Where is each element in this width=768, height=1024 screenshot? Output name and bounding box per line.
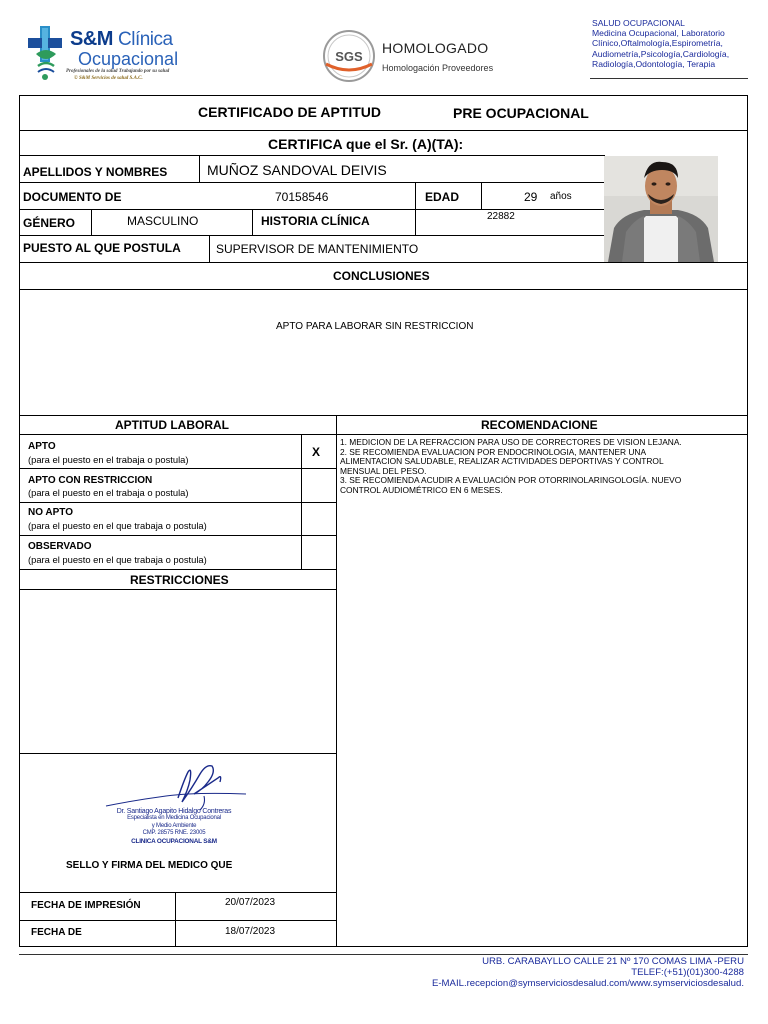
row-divider — [19, 468, 336, 469]
stamp-doctor-name: Dr. Santiago Agapito Hidalgo Contreras — [116, 808, 232, 815]
homologacion-subtitle: Homologación Proveedores — [382, 63, 494, 73]
recommendation-line: MENSUAL DEL PESO. — [340, 465, 427, 476]
sgs-homologado-logo — [322, 26, 502, 86]
header-divider — [590, 78, 748, 79]
col-divider — [209, 235, 210, 262]
recommendation-line: CONTROL AUDIOMÉTRICO EN 6 MESES. — [340, 484, 503, 495]
row-divider — [19, 569, 336, 570]
medical-cross-icon — [26, 24, 66, 82]
recommendations-label: RECOMENDACIONE — [481, 418, 598, 432]
stamp-specialty-2: y Medio Ambiente — [151, 822, 197, 829]
recommendation-line: 3. SE RECOMIENDA ACUDIR A EVALUACIÓN POR OTORRINOLARINGOLOGÍA. NUEVO — [340, 475, 682, 486]
option-title: OBSERVADO — [28, 541, 92, 552]
col-divider — [301, 434, 302, 569]
row-divider — [19, 892, 336, 893]
age-unit: años — [550, 191, 572, 202]
option-subtitle: (para el puesto en el que trabaja o postula) — [28, 554, 207, 565]
option-title: APTO CON RESTRICCION — [28, 475, 153, 486]
gender-label: GÉNERO — [23, 216, 76, 230]
svg-text:SGS: SGS — [335, 49, 363, 64]
print-date-label: FECHA DE IMPRESIÓN — [31, 900, 141, 911]
stamp-specialty: Especialista en Medicina Ocupacional — [127, 815, 221, 822]
gender-value: MASCULINO — [127, 214, 199, 228]
stamp-clinic: CLINICA OCUPACIONAL S&M — [131, 837, 217, 845]
position-value: SUPERVISOR DE MANTENIMIENTO — [216, 242, 419, 256]
age-label: EDAD — [425, 190, 460, 204]
doctor-signature-stamp — [96, 760, 266, 855]
restrictions-label: RESTRICCIONES — [130, 573, 229, 587]
aptitud-label: APTITUD LABORAL — [115, 418, 229, 432]
recommendation-line: 2. SE RECOMIENDA EVALUACION POR ENDOCRINOLOGIA, MANTENER UNA — [340, 446, 647, 457]
conclusions-text: APTO PARA LABORAR SIN RESTRICCION — [276, 321, 474, 332]
col-divider — [175, 892, 176, 947]
sm-clinica-logo — [26, 22, 196, 84]
row-divider — [19, 155, 604, 156]
row-divider — [19, 502, 336, 503]
row-divider — [19, 589, 336, 590]
footer-divider — [19, 954, 748, 955]
footer-phone: TELEF:(+51)(01)300-4288 — [631, 967, 744, 979]
row-divider — [19, 920, 336, 921]
option-subtitle: (para el puesto en el trabaja o postula) — [28, 487, 189, 498]
document-value: 70158546 — [275, 190, 329, 204]
services-line: Audiometría,Psicología,Cardiología, — [592, 48, 730, 59]
logo-company: © S&M Servicios de salud S.A.C. — [74, 76, 143, 81]
history-label: HISTORIA CLÍNICA — [261, 214, 370, 228]
col-divider — [481, 182, 482, 209]
footer-email-link[interactable]: E-MAIL.recepcion@symserviciosdesalud.com/www.symserviciosdesalud. — [431, 978, 744, 990]
col-divider — [415, 182, 416, 235]
option-subtitle: (para el puesto en el que trabaja o postula) — [28, 520, 207, 531]
row-divider — [19, 182, 604, 183]
patient-photo — [604, 156, 718, 262]
row-divider — [19, 535, 336, 536]
services-line: Medicina Ocupacional, Laboratorio — [592, 28, 725, 39]
col-divider — [336, 415, 337, 947]
option-title: APTO — [28, 441, 56, 452]
row-divider — [19, 235, 604, 236]
recommendations-text — [340, 438, 740, 496]
services-title: SALUD OCUPACIONAL — [592, 18, 685, 28]
row-divider — [19, 415, 748, 416]
services-line: Clínico,Oftalmología,Espirometría, — [592, 38, 723, 49]
position-label: PUESTO AL QUE POSTULA — [23, 241, 181, 255]
age-value: 29 — [524, 190, 538, 204]
certificate-type: PRE OCUPACIONAL — [453, 105, 589, 121]
services-list — [592, 18, 752, 69]
person-photo-icon — [604, 156, 718, 262]
footer-contact — [432, 956, 744, 990]
certifica-heading: CERTIFICA que el Sr. (A)(TA): — [268, 136, 464, 152]
option-title: NO APTO — [28, 507, 74, 518]
logo-subtitle: Ocupacional — [78, 49, 179, 69]
row-divider — [19, 434, 748, 435]
col-divider — [91, 209, 92, 235]
logo-brand: S&M Clínica — [70, 28, 173, 50]
print-date-value: 20/07/2023 — [225, 897, 276, 908]
sgs-seal-icon — [322, 26, 378, 86]
recommendation-line: 1. MEDICION DE LA REFRACCION PARA USO DE CORRECTORES DE VISION LEJANA. — [340, 437, 682, 447]
conclusions-label: CONCLUSIONES — [333, 269, 430, 283]
document-label: DOCUMENTO DE — [23, 190, 122, 204]
patient-name: MUÑOZ SANDOVAL DEIVIS — [207, 162, 387, 178]
row-divider — [19, 130, 748, 131]
logo-tagline: Profesionales de la salud Trabajando por su salud — [66, 69, 170, 74]
option-subtitle: (para el puesto en el trabaja o postula) — [28, 454, 189, 465]
services-line: Radiología,Odontología, Terapia — [592, 58, 716, 69]
footer-address: URB. CARABAYLLO CALLE 21 Nº 170 COMAS LIMA -PERU — [482, 956, 744, 967]
recommendation-line: ALIMENTACION SALUDABLE, REALIZAR ACTIVIDADES DEPORTIVAS Y CONTROL — [340, 456, 664, 467]
name-label: APELLIDOS Y NOMBRES — [23, 165, 168, 179]
signature-label: SELLO Y FIRMA DEL MEDICO QUE — [66, 860, 233, 871]
col-divider — [252, 209, 253, 235]
option-checkbox-mark: X — [312, 445, 321, 459]
history-value: 22882 — [487, 211, 515, 222]
date-label: FECHA DE — [31, 927, 82, 938]
certificate-title: CERTIFICADO DE APTITUD — [198, 104, 382, 120]
row-divider — [19, 262, 748, 263]
row-divider — [19, 289, 748, 290]
date-value: 18/07/2023 — [225, 926, 276, 937]
row-divider — [19, 209, 604, 210]
homologado-title: HOMOLOGADO — [382, 40, 489, 56]
col-divider — [199, 155, 200, 182]
row-divider — [19, 753, 336, 754]
stamp-cmp: CMP. 28575 RNE. 23005 — [142, 830, 206, 837]
